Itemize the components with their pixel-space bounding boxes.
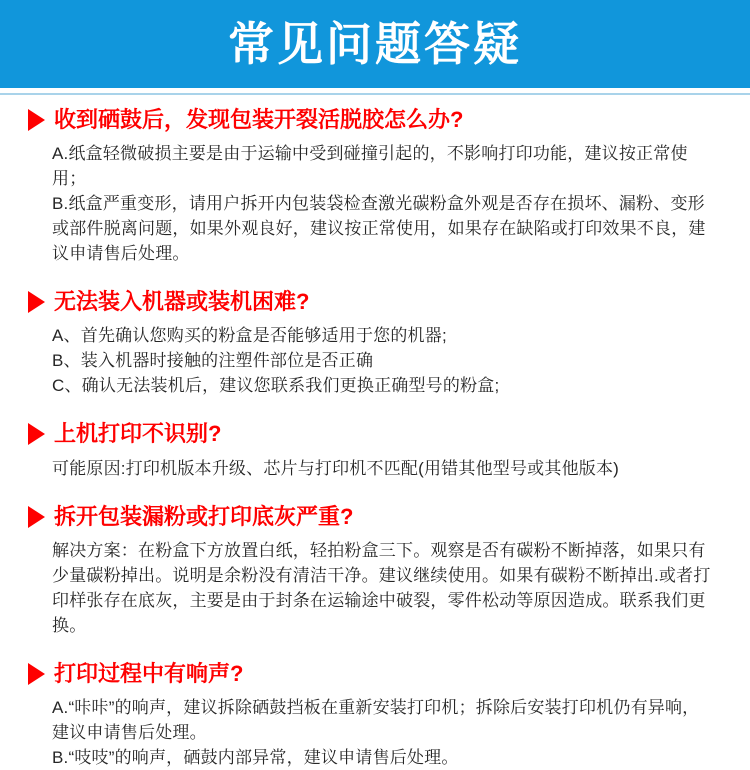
page-title: 常见问题答疑 xyxy=(228,18,522,70)
faq-answers xyxy=(52,456,714,481)
faq-question: 无法装入机器或装机困难? xyxy=(54,289,310,315)
red-triangle-bullet-icon xyxy=(28,506,45,528)
faq-section-packaging-damage xyxy=(28,108,714,266)
faq-section-printing-noise xyxy=(28,662,714,770)
red-triangle-bullet-icon xyxy=(28,109,45,131)
faq-answer-paragraph: 解决方案：在粉盒下方放置白纸，轻拍粉盒三下。观察是否有碳粉不断掉落，如果只有少量碳粉掉出。说明是余粉没有清洁干净。建议继续使用。如果有碳粉不断掉出.或者打印样张存在底灰，主要是由于封条在运输途中破裂，零件松动等原因造成。联系我们更换。 xyxy=(52,540,711,635)
faq-answer-paragraph: C、确认无法装机后，建议您联系我们更换正确型号的粉盒; xyxy=(52,376,500,396)
faq-answer-paragraph: A.纸盒轻微破损主要是由于运输中受到碰撞引起的，不影响打印功能，建议按正常使用； xyxy=(52,144,688,189)
faq-answer-paragraph: 可能原因:打印机版本升级、芯片与打印机不匹配(用错其他型号或其他版本) xyxy=(52,458,620,478)
faq-section-not-recognized xyxy=(28,422,714,480)
faq-question-row xyxy=(28,422,714,446)
faq-answers xyxy=(52,323,714,398)
header-banner xyxy=(0,0,750,88)
faq-answer-paragraph: B、装入机器时接触的注塑件部位是否正确 xyxy=(52,351,374,371)
faq-answers xyxy=(52,695,714,770)
faq-answer-paragraph: A.“咔咔”的响声，建议拆除硒鼓挡板在重新安装打印机；拆除后安装打印机仍有异响，建议申请售后处理。 xyxy=(52,697,700,742)
faq-question: 收到硒鼓后，发现包装开裂活脱胶怎么办? xyxy=(54,107,464,132)
faq-question-row xyxy=(28,108,714,132)
faq-answer-paragraph: B.“吱吱”的响声，硒鼓内部异常，建议申请售后处理。 xyxy=(52,747,459,767)
faq-answers xyxy=(52,141,714,266)
faq-question-row xyxy=(28,505,714,529)
faq-question-row xyxy=(28,662,714,686)
faq-question: 上机打印不识别? xyxy=(54,421,222,447)
faq-content xyxy=(0,95,750,770)
faq-question: 拆开包装漏粉或打印底灰严重? xyxy=(54,503,354,529)
faq-answers xyxy=(52,538,714,638)
red-triangle-bullet-icon xyxy=(28,663,45,685)
faq-section-toner-leak xyxy=(28,505,714,638)
faq-question: 打印过程中有响声? xyxy=(54,660,244,686)
faq-question-row xyxy=(28,290,714,314)
faq-section-install-difficulty xyxy=(28,290,714,398)
faq-answer-paragraph: A、首先确认您购买的粉盒是否能够适用于您的机器; xyxy=(52,326,447,346)
red-triangle-bullet-icon xyxy=(28,291,45,313)
red-triangle-bullet-icon xyxy=(28,423,45,445)
faq-answer-paragraph: B.纸盒严重变形，请用户拆开内包装袋检查激光碳粉盒外观是否存在损坏、漏粉、变形或部件脱离问题，如果外观良好，建议按正常使用，如果存在缺陷或打印效果不良，建议申请售后处理。 xyxy=(52,194,706,264)
